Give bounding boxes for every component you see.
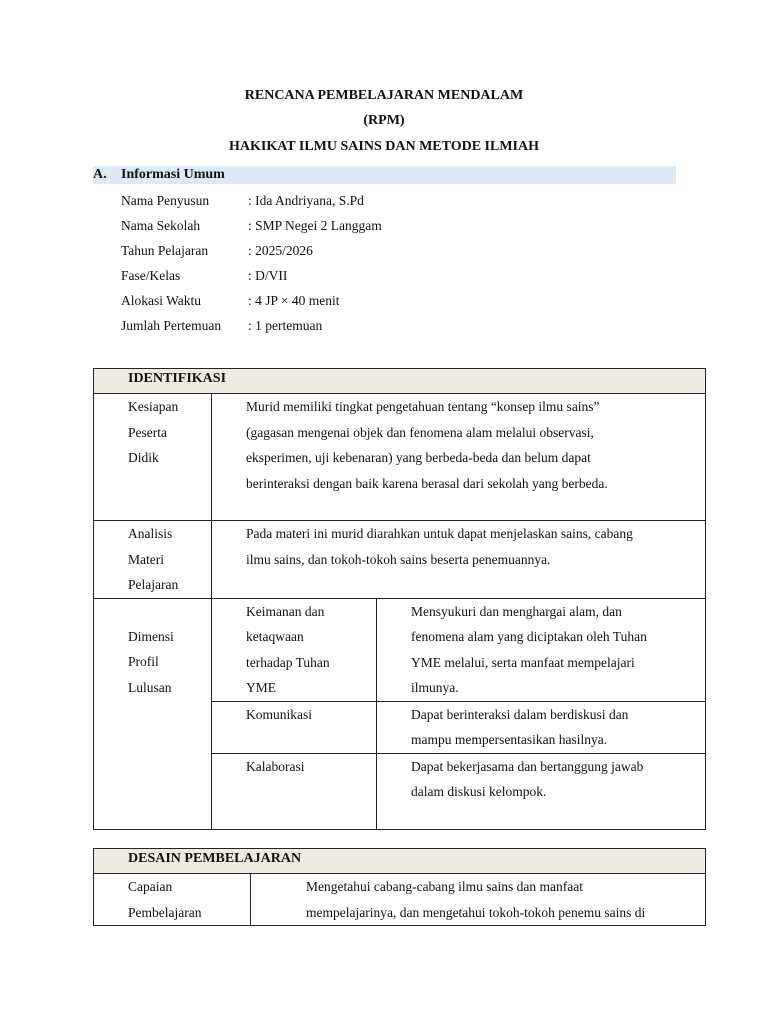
section-letter: A. (93, 167, 107, 182)
doc-title-2: (RPM) (363, 113, 405, 128)
dimensi-item-name: Komunikasi (212, 701, 377, 753)
doc-title-3: HAKIKAT ILMU SAINS DAN METODE ILMIAH (229, 139, 539, 154)
kesiapan-label: Kesiapan Peserta Didik (94, 394, 212, 521)
info-value: : 4 JP × 40 menit (248, 293, 340, 308)
info-value: : 1 pertemuan (248, 318, 323, 333)
desain-table (93, 848, 706, 926)
table-row-kesiapan (94, 394, 706, 521)
analisis-label: Analisis Materi Pelajaran (94, 521, 212, 599)
kesiapan-text: Murid memiliki tingkat pengetahuan tentang “konsep ilmu sains” (gagasan mengenai objek dan fenomena alam melalui observasi, eksperimen, uji kebenaran) yang berbeda-beda dan belum dapat berinteraksi dengan baik karena berasal dari sekolah yang berbeda. (212, 394, 706, 521)
identifikasi-table (93, 368, 706, 830)
dimensi-item-name: Kalaborasi (212, 753, 377, 829)
info-value: : SMP Negei 2 Langgam (248, 218, 382, 233)
dimensi-label: Dimensi Profil Lulusan (94, 598, 212, 829)
info-label: Tahun Pelajaran (121, 243, 209, 258)
info-label: Jumlah Pertemuan (121, 318, 222, 333)
info-value: : Ida Andriyana, S.Pd (248, 193, 364, 208)
info-value: : D/VII (248, 268, 288, 283)
section-title: Informasi Umum (121, 167, 225, 182)
dimensi-item-desc: Dapat bekerjasama dan bertanggung jawab dalam diskusi kelompok. (377, 753, 706, 829)
table-row-capaian (94, 874, 706, 926)
identifikasi-header: IDENTIFIKASI (94, 369, 706, 394)
capaian-text: Mengetahui cabang-cabang ilmu sains dan manfaat mempelajarinya, dan mengetahui tokoh-tokoh penemu sains di (251, 874, 706, 926)
capaian-label: Capaian Pembelajaran (94, 874, 251, 926)
dimensi-item-desc: Mensyukuri dan menghargai alam, dan fenomena alam yang diciptakan oleh Tuhan YME melalui, serta manfaat mempelajari ilmunya. (377, 598, 706, 701)
dimensi-item-desc: Dapat berinteraksi dalam berdiskusi dan mampu mempersentasikan hasilnya. (377, 701, 706, 753)
desain-header: DESAIN PEMBELAJARAN (94, 849, 706, 874)
info-label: Nama Penyusun (121, 193, 210, 208)
doc-title-1: RENCANA PEMBELAJARAN MENDALAM (244, 88, 524, 103)
info-value: : 2025/2026 (248, 243, 313, 258)
info-label: Alokasi Waktu (121, 293, 202, 308)
table-row-dimensi-1 (94, 598, 706, 701)
table-row-analisis (94, 521, 706, 599)
section-a-heading (93, 166, 676, 184)
info-label: Fase/Kelas (121, 268, 181, 283)
info-label: Nama Sekolah (121, 218, 201, 233)
analisis-text: Pada materi ini murid diarahkan untuk dapat menjelaskan sains, cabang ilmu sains, dan tokoh-tokoh sains beserta penemuannya. (212, 521, 706, 599)
dimensi-item-name: Keimanan dan ketaqwaan terhadap Tuhan YME (212, 598, 377, 701)
